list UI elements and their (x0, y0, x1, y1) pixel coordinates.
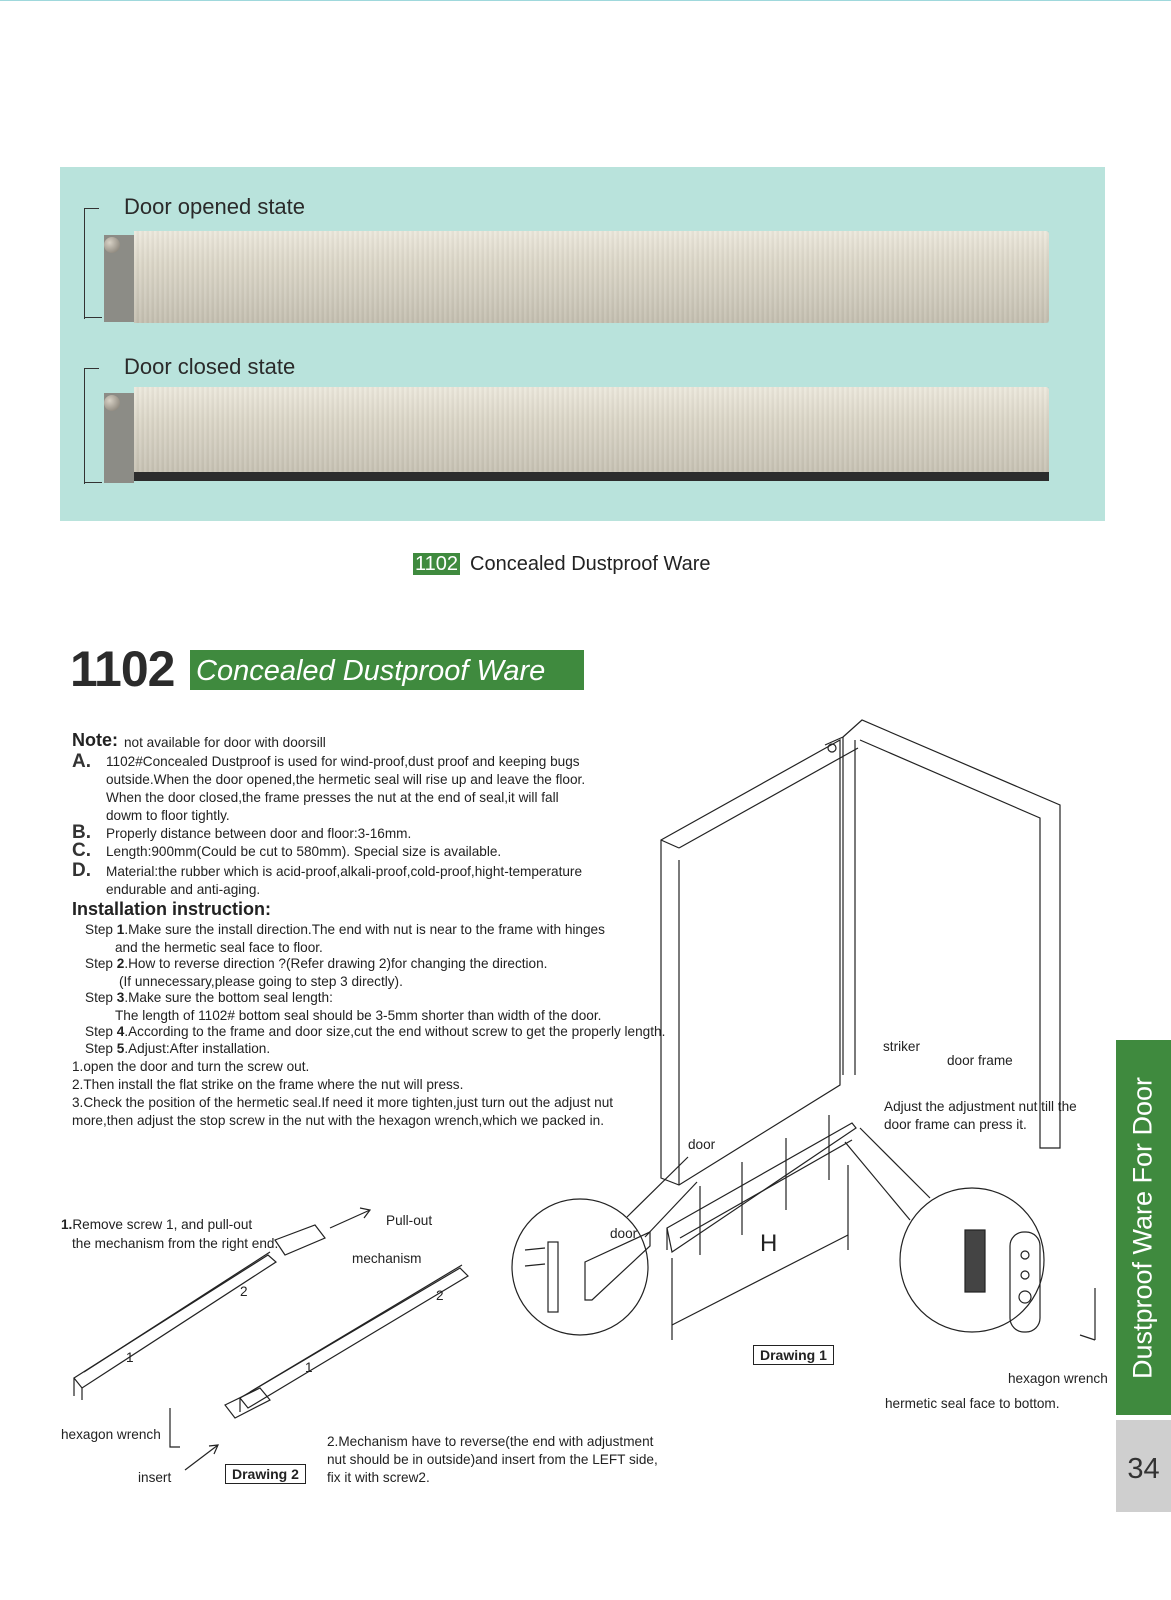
drawing2-hex-wrench: hexagon wrench (61, 1427, 161, 1442)
sub-step-3: 3.Check the position of the hermetic seal.If need it more tighten,just turn out the adjust nut (72, 1095, 614, 1110)
note-letter-b: B. (72, 822, 91, 843)
drawing1-striker: striker (883, 1039, 921, 1054)
drawing2-rail-left (74, 1225, 325, 1400)
step-3-text: .Make sure the bottom seal length: (124, 990, 333, 1005)
note-a-line-2: outside.When the door opened,the hermetic seal will rise up and leave the floor. (106, 772, 586, 787)
step-5-num: 5 (116, 1041, 125, 1056)
drawing2-mechanism: mechanism (352, 1251, 422, 1266)
note-a-line-4: dowm to floor tightly. (106, 808, 230, 823)
drawing2-number-1b: 1 (305, 1360, 313, 1375)
drawing2-step2-line2: nut should be in outside)and insert from the LEFT side, (327, 1452, 658, 1467)
opened-state-label: Door opened state (124, 194, 306, 219)
drawing2-insert: insert (138, 1470, 172, 1485)
drawing1-right-detail (845, 1128, 1095, 1340)
drawing2-step1 (61, 1217, 252, 1232)
drawing1-adjust-line1: Adjust the adjustment nut till the (884, 1099, 1077, 1114)
heading-title: Concealed Dustproof Ware (190, 650, 584, 690)
drawing2-step1-num: 1. (61, 1217, 73, 1232)
sub-step-3-cont: more,then adjust the stop screw in the nut with the hexagon wrench,which we packed in. (72, 1113, 604, 1128)
step-1-prefix: Step (85, 922, 117, 937)
note-letter-a: A. (72, 751, 91, 772)
step-3-prefix: Step (85, 990, 117, 1005)
step-1-cont: and the hermetic seal face to floor. (115, 940, 323, 955)
drawing1-adjust-line2: door frame can press it. (884, 1117, 1027, 1132)
drawing2-step1-line1: Remove screw 1, and pull-out (72, 1217, 253, 1232)
installation-heading: Installation instruction: (72, 899, 272, 919)
closed-state-label: Door closed state (124, 354, 296, 379)
drawing1-frame (825, 720, 1060, 1148)
step-4-prefix: Step (85, 1024, 117, 1039)
note-b-line-1: Properly distance between door and floor:3-16mm. (106, 826, 412, 841)
step-4-num: 4 (116, 1024, 125, 1039)
step-3-cont: The length of 1102# bottom seal should be 3-5mm shorter than width of the door. (115, 1008, 602, 1023)
drawing2-number-2b: 2 (436, 1288, 444, 1303)
step-5-prefix: Step (85, 1041, 117, 1056)
note-c-line-1: Length:900mm(Could be cut to 580mm). Special size is available. (106, 844, 502, 859)
step-2-prefix: Step (85, 956, 117, 971)
note-letter-d: D. (72, 860, 91, 881)
drawing1-h: H (760, 1230, 778, 1257)
drawing1-door-detail: door (610, 1226, 638, 1241)
caption-text: Concealed Dustproof Ware (470, 553, 711, 575)
drawing1-left-detail (512, 1157, 697, 1335)
step-3-num: 3 (116, 990, 125, 1005)
drawing2-number-2: 2 (240, 1284, 248, 1299)
note-letter-c: C. (72, 840, 91, 861)
step-4-text: .According to the frame and door size,cut the end without screw to get the properly length. (124, 1024, 666, 1039)
heading-number: 1102 (70, 641, 175, 697)
drawing2-pullout: Pull-out (386, 1213, 433, 1228)
page-number: 34 (1127, 1453, 1160, 1485)
drawing1-door: door (688, 1137, 716, 1152)
drawing1-seal-face: hermetic seal face to bottom. (885, 1396, 1060, 1411)
note-d-line-1: Material:the rubber which is acid-proof,alkali-proof,cold-proof,hight-temperature (106, 864, 583, 879)
step-5-text: .Adjust:After installation. (124, 1041, 271, 1056)
drawing2-rail-right (225, 1265, 468, 1418)
sub-step-2: 2.Then install the flat strike on the frame where the nut will press. (72, 1077, 464, 1092)
note-d-line-2: endurable and anti-aging. (106, 882, 261, 897)
step-1-num: 1 (116, 922, 125, 937)
drawing1-door-frame: door frame (947, 1053, 1013, 1068)
note-a-line-1: 1102#Concealed Dustproof is used for wind-proof,dust proof and keeping bugs (106, 754, 580, 769)
caption-code: 1102 (415, 553, 459, 575)
drawing2-step2-line3: fix it with screw2. (327, 1470, 430, 1485)
note-text: not available for door with doorsill (124, 735, 326, 750)
step-2-num: 2 (116, 956, 125, 971)
note-label: Note: (72, 730, 118, 750)
step-2-text: .How to reverse direction ?(Refer drawing 2)for changing the direction. (124, 956, 548, 971)
drawing2-number-1: 1 (126, 1350, 134, 1365)
drawing2-label: Drawing 2 (225, 1464, 306, 1484)
sub-step-1: 1.open the door and turn the screw out. (72, 1059, 310, 1074)
drawing2-step1-line2: the mechanism from the right end. (72, 1236, 279, 1251)
step-1-text: .Make sure the install direction.The end with nut is near to the frame with hinges (124, 922, 605, 937)
side-tab-text: Dustproof Ware For Door (1127, 1076, 1158, 1380)
drawing1-label: Drawing 1 (753, 1345, 834, 1365)
drawing1-hex-wrench: hexagon wrench (1008, 1371, 1108, 1386)
step-2-cont: (If unnecessary,please going to step 3 directly). (119, 974, 403, 989)
note-a-line-3: When the door closed,the frame presses the nut at the end of seal,it will fall (106, 790, 559, 805)
drawing2-step2-line1: 2.Mechanism have to reverse(the end with adjustment (327, 1434, 654, 1449)
